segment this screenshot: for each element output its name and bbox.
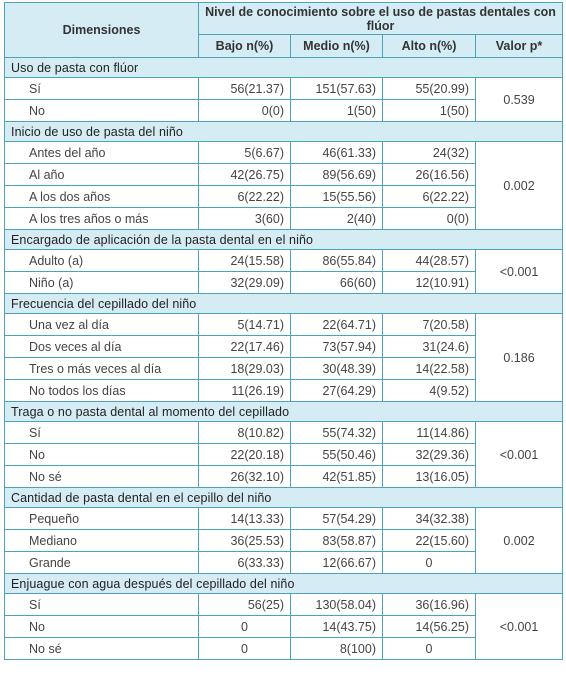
table-row — [5, 594, 563, 616]
cell-medio: 46(61.33) — [291, 142, 383, 164]
section-header — [5, 574, 563, 594]
cell-bajo: 0 — [199, 616, 291, 638]
section-title: Frecuencia del cepillado del niño — [5, 294, 563, 314]
cell-bajo: 22(20.18) — [199, 444, 291, 466]
cell-medio: 22(64.71) — [291, 314, 383, 336]
cell-bajo: 56(25) — [199, 594, 291, 616]
row-label: No sé — [5, 638, 199, 660]
cell-valor-p: <0.001 — [476, 250, 563, 294]
cell-alto: 12(10.91) — [383, 272, 476, 294]
cell-alto: 13(16.05) — [383, 466, 476, 488]
cell-bajo: 3(60) — [199, 208, 291, 230]
section-header — [5, 402, 563, 422]
cell-medio: 8(100) — [291, 638, 383, 660]
section-title: Uso de pasta con flúor — [5, 58, 563, 78]
cell-bajo: 42(26.75) — [199, 164, 291, 186]
section-title: Traga o no pasta dental al momento del cepillado — [5, 402, 563, 422]
row-label: Niño (a) — [5, 272, 199, 294]
section-title: Cantidad de pasta dental en el cepillo del niño — [5, 488, 563, 508]
row-label: No sé — [5, 466, 199, 488]
row-label: No — [5, 616, 199, 638]
cell-medio: 27(64.29) — [291, 380, 383, 402]
row-label: Dos veces al día — [5, 336, 199, 358]
cell-alto: 11(14.86) — [383, 422, 476, 444]
cell-medio: 83(58.87) — [291, 530, 383, 552]
cell-medio: 57(54.29) — [291, 508, 383, 530]
table-row — [5, 142, 563, 164]
header-medio: Medio n(%) — [291, 35, 383, 58]
cell-valor-p: 0.002 — [476, 508, 563, 574]
section-header — [5, 294, 563, 314]
cell-alto: 36(16.96) — [383, 594, 476, 616]
cell-alto: 31(24.6) — [383, 336, 476, 358]
row-label: Una vez al día — [5, 314, 199, 336]
cell-medio: 73(57.94) — [291, 336, 383, 358]
cell-alto: 0 — [383, 638, 476, 660]
cell-valor-p: <0.001 — [476, 422, 563, 488]
row-label: Sí — [5, 78, 199, 100]
cell-medio: 12(66.67) — [291, 552, 383, 574]
row-label: No todos los días — [5, 380, 199, 402]
row-label: Antes del año — [5, 142, 199, 164]
cell-medio: 30(48.39) — [291, 358, 383, 380]
table-row — [5, 250, 563, 272]
results-table — [4, 2, 563, 660]
row-label: Tres o más veces al día — [5, 358, 199, 380]
section-header — [5, 58, 563, 78]
cell-alto: 4(9.52) — [383, 380, 476, 402]
table-row — [5, 314, 563, 336]
cell-alto: 7(20.58) — [383, 314, 476, 336]
cell-valor-p: 0.186 — [476, 314, 563, 402]
table-row — [5, 422, 563, 444]
table-row — [5, 508, 563, 530]
cell-valor-p: <0.001 — [476, 594, 563, 660]
cell-bajo: 11(26.19) — [199, 380, 291, 402]
cell-alto: 14(56.25) — [383, 616, 476, 638]
cell-medio: 130(58.04) — [291, 594, 383, 616]
row-label: Al año — [5, 164, 199, 186]
cell-bajo: 5(14.71) — [199, 314, 291, 336]
cell-alto: 14(22.58) — [383, 358, 476, 380]
cell-alto: 24(32) — [383, 142, 476, 164]
cell-alto: 32(29.36) — [383, 444, 476, 466]
cell-alto: 0 — [383, 552, 476, 574]
cell-bajo: 6(22.22) — [199, 186, 291, 208]
cell-medio: 55(74.32) — [291, 422, 383, 444]
cell-bajo: 14(13.33) — [199, 508, 291, 530]
cell-alto: 55(20.99) — [383, 78, 476, 100]
cell-bajo: 24(15.58) — [199, 250, 291, 272]
cell-medio: 89(56.69) — [291, 164, 383, 186]
cell-medio: 151(57.63) — [291, 78, 383, 100]
cell-medio: 55(50.46) — [291, 444, 383, 466]
row-label: Pequeño — [5, 508, 199, 530]
row-label: Sí — [5, 594, 199, 616]
section-title: Encargado de aplicación de la pasta dental en el niño — [5, 230, 563, 250]
cell-bajo: 0 — [199, 638, 291, 660]
section-header — [5, 122, 563, 142]
row-label: No — [5, 100, 199, 122]
header-valor-p: Valor p* — [476, 35, 563, 58]
row-label: Adulto (a) — [5, 250, 199, 272]
cell-alto: 0(0) — [383, 208, 476, 230]
header-nivel: Nivel de conocimiento sobre el uso de pastas dentales con flúor — [199, 3, 563, 35]
cell-bajo: 36(25.53) — [199, 530, 291, 552]
cell-medio: 2(40) — [291, 208, 383, 230]
row-label: No — [5, 444, 199, 466]
cell-valor-p: 0.539 — [476, 78, 563, 122]
results-table-container — [4, 2, 562, 660]
cell-medio: 14(43.75) — [291, 616, 383, 638]
cell-bajo: 8(10.82) — [199, 422, 291, 444]
cell-medio: 42(51.85) — [291, 466, 383, 488]
cell-bajo: 18(29.03) — [199, 358, 291, 380]
section-title: Enjuague con agua después del cepillado del niño — [5, 574, 563, 594]
row-label: Mediano — [5, 530, 199, 552]
row-label: Sí — [5, 422, 199, 444]
cell-bajo: 5(6.67) — [199, 142, 291, 164]
cell-alto: 44(28.57) — [383, 250, 476, 272]
section-header — [5, 488, 563, 508]
table-body — [5, 58, 563, 660]
cell-alto: 26(16.56) — [383, 164, 476, 186]
cell-valor-p: 0.002 — [476, 142, 563, 230]
table-header — [5, 3, 563, 58]
cell-bajo: 0(0) — [199, 100, 291, 122]
cell-alto: 34(32.38) — [383, 508, 476, 530]
section-title: Inicio de uso de pasta del niño — [5, 122, 563, 142]
cell-medio: 15(55.56) — [291, 186, 383, 208]
cell-medio: 66(60) — [291, 272, 383, 294]
header-bajo: Bajo n(%) — [199, 35, 291, 58]
cell-alto: 6(22.22) — [383, 186, 476, 208]
cell-bajo: 6(33.33) — [199, 552, 291, 574]
row-label: A los tres años o más — [5, 208, 199, 230]
cell-alto: 22(15.60) — [383, 530, 476, 552]
header-dimensiones: Dimensiones — [5, 3, 199, 58]
cell-alto: 1(50) — [383, 100, 476, 122]
row-label: A los dos años — [5, 186, 199, 208]
cell-bajo: 32(29.09) — [199, 272, 291, 294]
table-row — [5, 78, 563, 100]
header-alto: Alto n(%) — [383, 35, 476, 58]
cell-bajo: 56(21.37) — [199, 78, 291, 100]
cell-bajo: 26(32.10) — [199, 466, 291, 488]
cell-medio: 86(55.84) — [291, 250, 383, 272]
cell-medio: 1(50) — [291, 100, 383, 122]
section-header — [5, 230, 563, 250]
cell-bajo: 22(17.46) — [199, 336, 291, 358]
row-label: Grande — [5, 552, 199, 574]
